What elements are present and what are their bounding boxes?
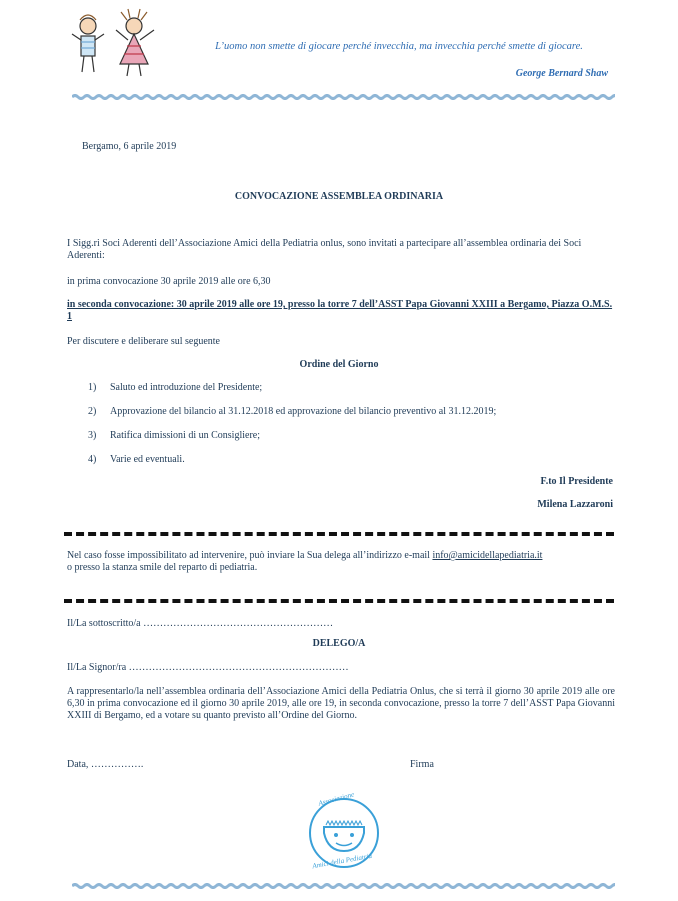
top-wavy-divider bbox=[72, 94, 615, 100]
place-date: Bergamo, 6 aprile 2019 bbox=[82, 141, 177, 152]
document-title: CONVOCAZIONE ASSEMBLEA ORDINARIA bbox=[234, 191, 444, 202]
kids-drawing bbox=[70, 8, 170, 84]
agenda-item: 4) Varie ed eventuali. bbox=[88, 454, 185, 465]
agenda-item: 2) Approvazione del bilancio al 31.12.2018 ed approvazione del bilancio preventivo al 31.12.2019; bbox=[88, 406, 497, 417]
signature-field: Firma bbox=[410, 759, 434, 770]
logo-top-text: Associazione bbox=[317, 790, 355, 808]
delegation-body: A rappresentarlo/la nell’assemblea ordinaria dell’Associazione Amici della Pediatria Onlus, che si terrà il giorno 30 aprile 2019 alle ore 6,30 in prima convocazione ed il giorno 30 aprile 2019, alle ore 19, in seconda convocazione, presso la torre 7 dell’ASST Papa Giovanni XXIII di Bergamo, ed a votare su quanto previsto all’Ordine del Giorno. bbox=[67, 686, 615, 721]
header-quote: L’uomo non smette di giocare perché invecchia, ma invecchia perché smette di giocare. bbox=[215, 41, 583, 52]
signor-line: Il/La Signor/ra ………………………………………………………… bbox=[67, 662, 349, 673]
logo-bottom-text: Amici della Pediatria bbox=[311, 851, 373, 871]
signed-label: F.to Il Presidente bbox=[540, 476, 613, 487]
delego-heading: DELEGO/A bbox=[312, 638, 366, 649]
discuss-line: Per discutere e deliberare sul seguente bbox=[67, 336, 220, 347]
bottom-wavy-divider bbox=[72, 883, 615, 889]
delegation-note: Nel caso fosse impossibilitato ad intervenire, può inviare la Sua delega all’indirizzo e-mail info@amicidellapediatria.it o presso la stanza smile del reparto di pediatria. bbox=[67, 550, 543, 573]
association-logo bbox=[296, 790, 392, 873]
quote-author: George Bernard Shaw bbox=[515, 68, 608, 79]
dashed-divider-2 bbox=[64, 599, 614, 603]
dashed-divider-1 bbox=[64, 532, 614, 536]
undersigned-line: Il/La sottoscritto/a ………………………………………………… bbox=[67, 618, 334, 629]
first-call: in prima convocazione 30 aprile 2019 alle ore 6,30 bbox=[67, 276, 271, 287]
agenda-title: Ordine del Giorno bbox=[299, 359, 379, 370]
second-call: in seconda convocazione: 30 aprile 2019 alle ore 19, presso la torre 7 dell’ASST Papa Giovanni XXIII a Bergamo, Piazza O.M.S. 1 bbox=[67, 299, 613, 322]
intro-paragraph: I Sigg.ri Soci Aderenti dell’Associazione Amici della Pediatria onlus, sono invitati a partecipare all’assemblea ordinaria dei Soci Aderenti: bbox=[67, 238, 582, 261]
agenda-item: 1) Saluto ed introduzione del Presidente; bbox=[88, 382, 263, 393]
agenda-item: 3) Ratifica dimissioni di un Consigliere; bbox=[88, 430, 260, 441]
date-field: Data, ……………. bbox=[67, 759, 144, 770]
agenda-list bbox=[88, 382, 608, 478]
email-link[interactable]: info@amicidellapediatria.it bbox=[432, 550, 543, 561]
president-name: Milena Lazzaroni bbox=[537, 499, 613, 510]
